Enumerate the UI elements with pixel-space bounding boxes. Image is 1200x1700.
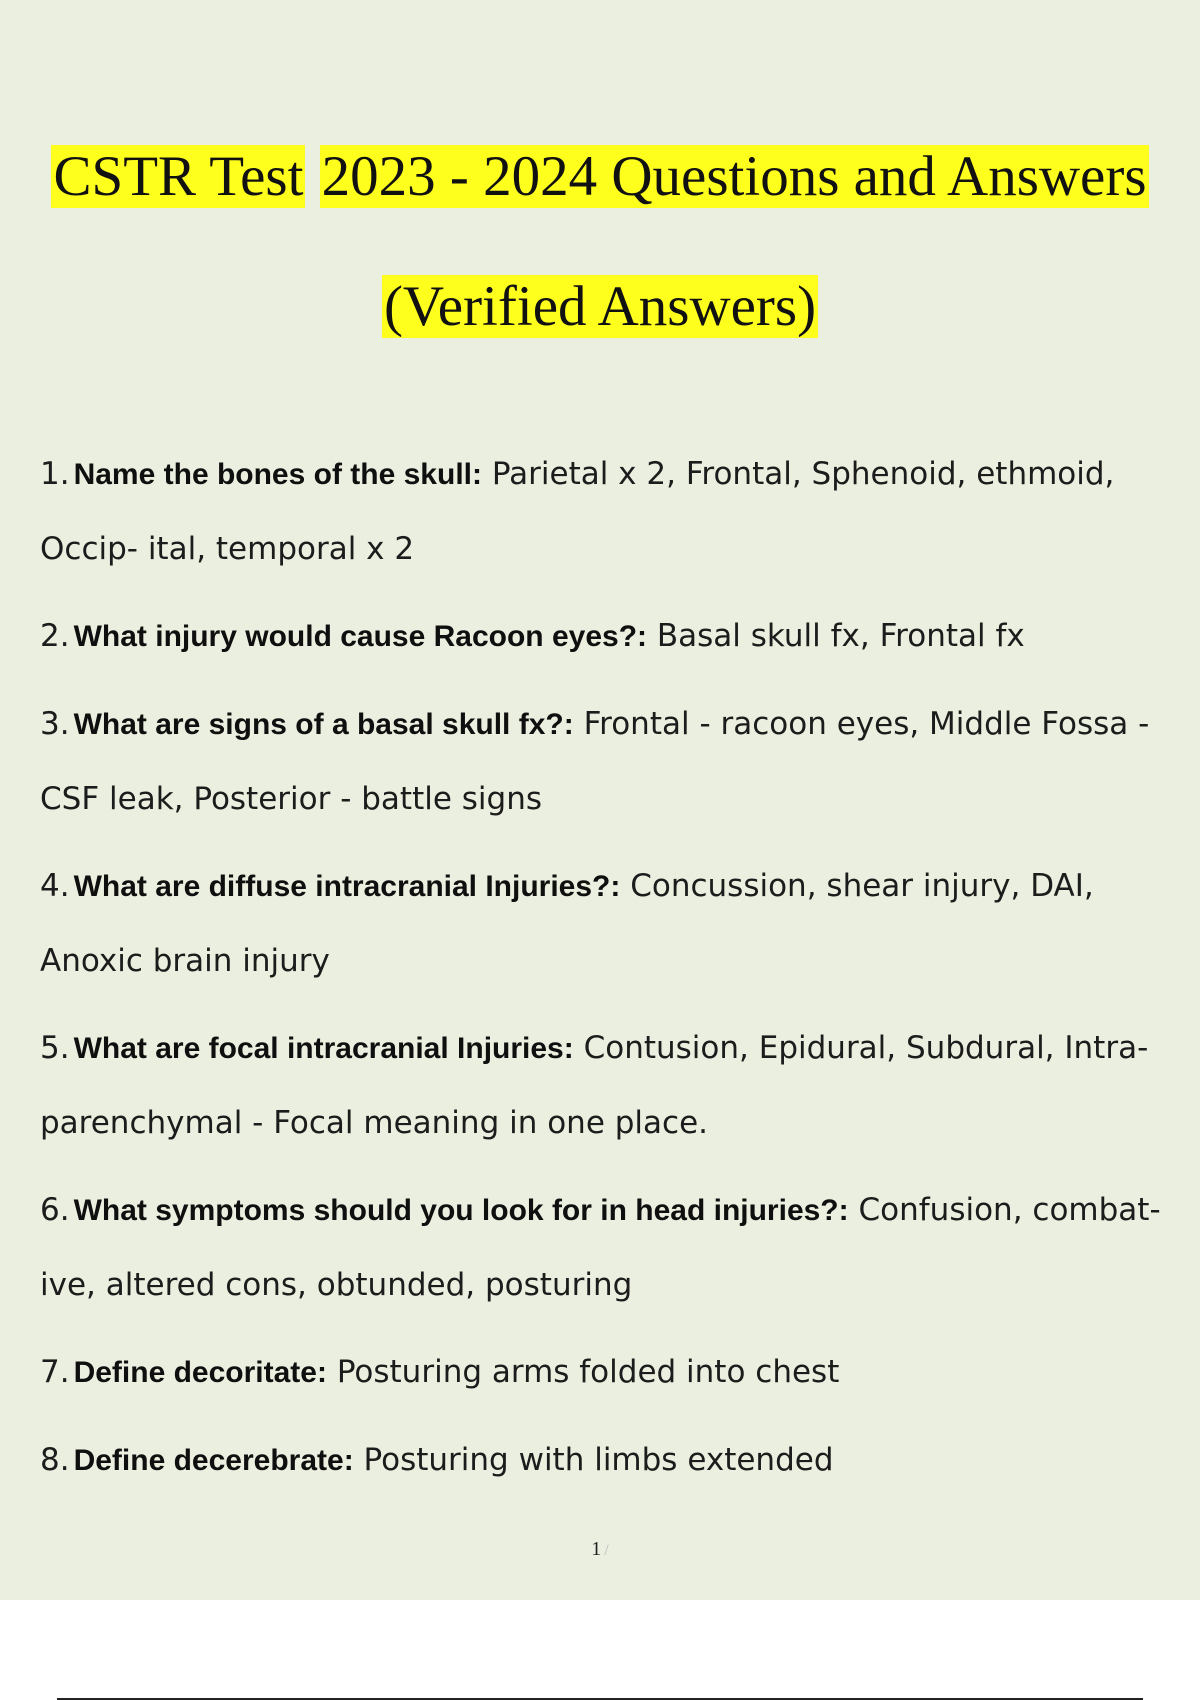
title-highlight-2: 2023 - 2024 Questions and Answers (321, 145, 1147, 208)
question-text: What injury would cause Racoon eyes?: (73, 620, 648, 653)
question-item (40, 1173, 1190, 1322)
question-text: Name the bones of the skull: (73, 458, 482, 491)
item-number: 2. (40, 618, 70, 654)
question-item (40, 849, 1190, 998)
question-item (40, 437, 1190, 586)
page-number-separator: / (604, 1542, 609, 1559)
item-number: 3. (40, 706, 70, 742)
answer-text: Confusion, combat- ive, altered cons, obtunded, posturing (40, 1192, 1161, 1303)
question-text: Define decoritate: (73, 1356, 327, 1389)
item-number: 4. (40, 868, 70, 904)
page-number-value: 1 (591, 1538, 602, 1560)
question-item (40, 1335, 1190, 1410)
question-item (40, 687, 1190, 836)
answer-text: Posturing with limbs extended (353, 1442, 834, 1478)
title-line-1 (0, 112, 1200, 242)
answer-text: Concussion, shear injury, DAI, Anoxic brain injury (40, 868, 1094, 979)
title-highlight-3: (Verified Answers) (383, 275, 817, 338)
title-line-2 (0, 242, 1200, 372)
item-number: 8. (40, 1442, 70, 1478)
answer-text: Posturing arms folded into chest (326, 1354, 840, 1390)
answer-text: Frontal - racoon eyes, Middle Fossa - CSF leak, Posterior - battle signs (40, 706, 1150, 817)
answer-text: Basal skull fx, Frontal fx (647, 618, 1025, 654)
question-text: What symptoms should you look for in head injuries?: (73, 1194, 849, 1227)
question-list (40, 437, 1190, 1498)
item-number: 6. (40, 1192, 70, 1228)
item-number: 1. (40, 456, 70, 492)
question-text: What are focal intracranial Injuries: (73, 1032, 574, 1065)
question-text: What are signs of a basal skull fx?: (73, 708, 574, 741)
question-text: What are diffuse intracranial Injuries?: (73, 870, 621, 903)
answer-text: Parietal x 2, Frontal, Sphenoid, ethmoid, Occip- ital, temporal x 2 (40, 456, 1115, 567)
question-item (40, 1423, 1190, 1498)
item-number: 5. (40, 1030, 70, 1066)
document-title (0, 112, 1200, 372)
title-highlight-1: CSTR Test (53, 145, 304, 208)
question-text: Define decerebrate: (73, 1444, 354, 1477)
page-number (0, 1538, 1200, 1561)
question-item (40, 599, 1190, 674)
question-item (40, 1011, 1190, 1160)
item-number: 7. (40, 1354, 70, 1390)
answer-text: Contusion, Epidural, Subdural, Intra- parenchymal - Focal meaning in one place. (40, 1030, 1149, 1141)
